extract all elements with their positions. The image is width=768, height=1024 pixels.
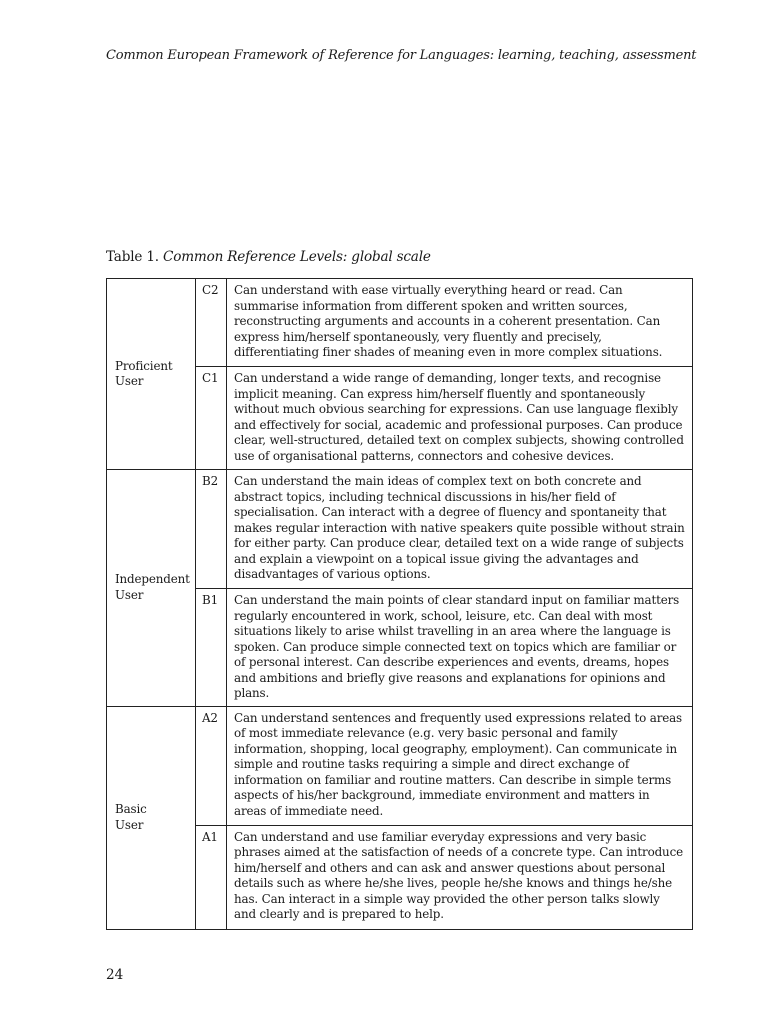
- group-name-line1: Proficient: [115, 358, 173, 373]
- table-row-c2: [107, 279, 693, 367]
- level-description: Can understand the main ideas of complex text on both concrete and abstract topics, including technical discussions in his/her field of specialisation. Can interact with a degree of fluency and spontaneity that makes regular interaction with native speakers quite possible without strain for either party. Can produce clear, detailed text on a wide range of subjects and explain a viewpoint on a topical issue giving the advantages and disadvantages of various options.: [227, 470, 693, 589]
- running-header: Common European Framework of Reference for Languages: learning, teaching, assessment: [106, 48, 697, 63]
- level-description: Can understand and use familiar everyday expressions and very basic phrases aimed at the satisfaction of needs of a concrete type. Can introduce him/herself and others and can ask and answer questions about personal details such as where he/she lives, people he/she knows and things he/she has. Can interact in a simple way provided the other person talks slowly and clearly and is prepared to help.: [227, 825, 693, 929]
- level-description: Can understand a wide range of demanding, longer texts, and recognise implicit meaning. Can express him/herself fluently and spontaneously without much obvious searching for expressions. Can use language flexibly and effectively for social, academic and professional purposes. Can produce clear, well-structured, detailed text on complex subjects, showing controlled use of organisational patterns, connectors and cohesive devices.: [227, 367, 693, 470]
- table-caption-label: Table 1.: [106, 249, 159, 265]
- group-name-line2: User: [115, 817, 144, 832]
- group-name-line2: User: [115, 374, 144, 388]
- group-name-line1: Basic: [115, 802, 147, 816]
- level-description: Can understand with ease virtually everything heard or read. Can summarise information from different spoken and written sources, reconstructing arguments and accounts in a coherent presentation. Can express him/herself spontaneously, very fluently and precisely, differentiating finer shades of meaning even in more complex situations.: [227, 279, 693, 367]
- level-code: B2: [196, 470, 227, 589]
- table-caption-title: Common Reference Levels: global scale: [163, 249, 431, 265]
- table-row-a2: [107, 706, 693, 825]
- page-number: 24: [106, 967, 124, 983]
- level-code: B1: [196, 589, 227, 707]
- level-code: A2: [196, 706, 227, 825]
- group-name-line2: User: [115, 587, 144, 602]
- group-cell-independent: [107, 470, 196, 707]
- group-name-line1: Independent: [115, 572, 190, 587]
- level-code: C2: [196, 279, 227, 367]
- reference-levels-table: [106, 278, 693, 930]
- table-caption: [106, 249, 431, 265]
- level-code: C1: [196, 367, 227, 470]
- level-code: A1: [196, 825, 227, 929]
- group-cell-basic: [107, 706, 196, 929]
- group-cell-proficient: [107, 279, 196, 470]
- level-description: Can understand the main points of clear standard input on familiar matters regularly encountered in work, school, leisure, etc. Can deal with most situations likely to arise whilst travelling in an area where the language is spoken. Can produce simple connected text on topics which are familiar or of personal interest. Can describe experiences and events, dreams, hopes and ambitions and briefly give reasons and explanations for opinions and plans.: [227, 589, 693, 707]
- table-row-b2: [107, 470, 693, 589]
- level-description: Can understand sentences and frequently used expressions related to areas of most immediate relevance (e.g. very basic personal and family information, shopping, local geography, employment). Can communicate in simple and routine tasks requiring a simple and direct exchange of information on familiar and routine matters. Can describe in simple terms aspects of his/her background, immediate environment and matters in areas of immediate need.: [227, 706, 693, 825]
